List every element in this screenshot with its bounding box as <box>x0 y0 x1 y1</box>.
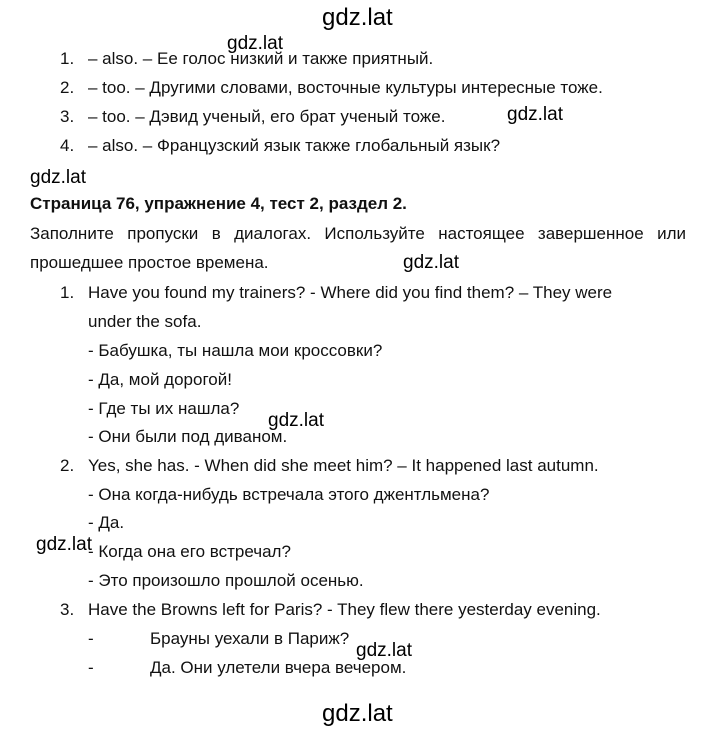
watermark: gdz.lat <box>227 33 283 54</box>
exercise-item-number: 1. <box>60 283 75 302</box>
list-item-text: – too. – Дэвид ученый, его брат ученый тоже. <box>88 107 446 126</box>
watermark: gdz.lat <box>30 167 86 188</box>
watermark-bottom: gdz.lat <box>322 700 393 727</box>
list-item-number: 1. <box>60 49 75 68</box>
exercise-item-number: 2. <box>60 456 75 475</box>
instructions-text: Заполните пропуски в диалогах. Используйте настоящее завершенное или прошедшее простое времена. <box>30 224 686 272</box>
watermark: gdz.lat <box>507 104 563 125</box>
exercise-item-answer-continued: under the sofa. <box>88 312 202 331</box>
dialog-text: Да. Они улетели вчера вечером. <box>150 658 407 677</box>
dialog-text: Брауны уехали в Париж? <box>150 629 350 648</box>
list-item <box>60 106 445 128</box>
exercise-item-number: 3. <box>60 600 75 619</box>
dialog-line: - Где ты их нашла? <box>88 399 240 418</box>
dialog-line: - Когда она его встречал? <box>88 542 291 561</box>
dialog-line: - Да. <box>88 513 125 532</box>
dialog-dash: - <box>88 658 94 677</box>
dialog-line <box>88 628 349 650</box>
exercise-item <box>60 599 601 621</box>
dialog-line: - Да, мой дорогой! <box>88 370 232 389</box>
exercise-item-answer: Have the Browns left for Paris? - They flew there yesterday evening. <box>88 600 601 619</box>
list-item-text: – also. – Ее голос низкий и также приятный. <box>88 49 434 68</box>
dialog-line: - Они были под диваном. <box>88 427 288 446</box>
dialog-dash: - <box>88 629 94 648</box>
list-item-text: – too. – Другими словами, восточные культуры интересные тоже. <box>88 78 603 97</box>
list-item <box>60 135 500 157</box>
exercise-item-answer: Yes, she has. - When did she meet him? – It happened last autumn. <box>88 456 599 475</box>
watermark: gdz.lat <box>356 640 412 661</box>
list-item-number: 4. <box>60 136 75 155</box>
watermark: gdz.lat <box>403 252 459 273</box>
list-item-number: 2. <box>60 78 75 97</box>
exercise-item-answer: Have you found my trainers? - Where did you find them? – They were <box>88 283 613 302</box>
watermark-top: gdz.lat <box>322 4 393 31</box>
watermark: gdz.lat <box>36 534 92 555</box>
section-heading: Страница 76, упражнение 4, тест 2, раздел 2. <box>30 194 407 213</box>
list-item-text: – also. – Французский язык также глобальный язык? <box>88 136 501 155</box>
dialog-line: - Это произошло прошлой осенью. <box>88 571 364 590</box>
exercise-item <box>60 282 612 304</box>
list-item <box>60 77 603 99</box>
dialog-line: - Бабушка, ты нашла мои кроссовки? <box>88 341 383 360</box>
dialog-line <box>88 657 406 679</box>
exercise-item <box>60 455 599 477</box>
watermark: gdz.lat <box>268 410 324 431</box>
dialog-line: - Она когда-нибудь встречала этого джентльмена? <box>88 485 490 504</box>
list-item-number: 3. <box>60 107 75 126</box>
